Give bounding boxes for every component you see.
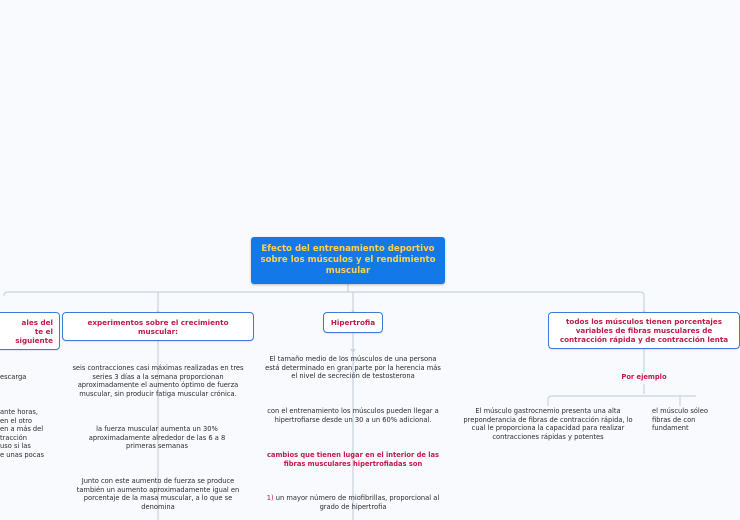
root-node[interactable] xyxy=(251,237,445,284)
hipertrofia-list-text: un mayor número de miofibrillas, proporcional al grado de hipertrofia xyxy=(275,494,440,511)
hipertrofia-item-2: con el entrenamiento los músculos pueden llegar a hipertrofiarse desde un 30 a un 60% adicional. xyxy=(267,407,439,424)
experimentos-item-2: la fuerza muscular aumenta un 30% aproximadamente alrededor de las 6 a 8 primeras semanas xyxy=(88,425,226,451)
hipertrofia-list-number: 1) xyxy=(266,494,274,502)
branch-experimentos-label: experimentos sobre el crecimiento muscular: xyxy=(87,317,229,336)
branch-hipertrofia-label: Hipertrofia xyxy=(330,318,376,327)
experimentos-item-3: Junto con este aumento de fuerza se produce también un aumento aproximadamente igual en porcentaje de la masa muscular, a lo que se denomina xyxy=(76,477,240,511)
porcentajes-item-1: El músculo gastrocnemio presenta una alta preponderancia de fibras de contracción rápida, lo cual le proporciona la capacidad para realizar contracciones rápidas y potentes xyxy=(463,407,633,441)
hipertrofia-sub-label: cambios que tienen lugar en el interior de las fibras musculares hipertrofiadas son xyxy=(266,451,440,468)
branch-porcentajes[interactable] xyxy=(548,312,740,349)
branch-left-partial-label: ales del te el siguiente xyxy=(15,317,53,345)
porcentajes-sub-label: Por ejemplo xyxy=(621,373,667,381)
hipertrofia-list-item xyxy=(262,494,444,511)
branch-left-partial[interactable] xyxy=(0,312,60,350)
hipertrofia-item-1: El tamaño medio de los músculos de una persona está determinado en gran parte por la herencia más el nivel de secreción de testosterona xyxy=(265,355,441,381)
branch-porcentajes-label: todos los músculos tienen porcentajes variables de fibras musculares de contracción rápida y de contracción lenta xyxy=(559,317,729,344)
experimentos-item-1: seis contracciones casi máximas realizadas en tres series 3 días a la semana proporcionan aproximadamente el aumento óptimo de fuerza muscular, sin producir fatiga muscular crónica. xyxy=(72,364,244,398)
branch-experimentos[interactable] xyxy=(62,312,254,341)
branch-hipertrofia[interactable] xyxy=(323,312,383,333)
left-partial-item-2: ante horas, en el otro en a más del tracción uso si las e unas pocas xyxy=(0,408,45,459)
root-title: Efecto del entrenamiento deportivo sobre los músculos y el rendimiento muscular xyxy=(260,244,436,276)
left-partial-item-1: escarga xyxy=(0,373,27,381)
porcentajes-item-2: el músculo sóleo fibras de con fundament xyxy=(652,407,708,433)
